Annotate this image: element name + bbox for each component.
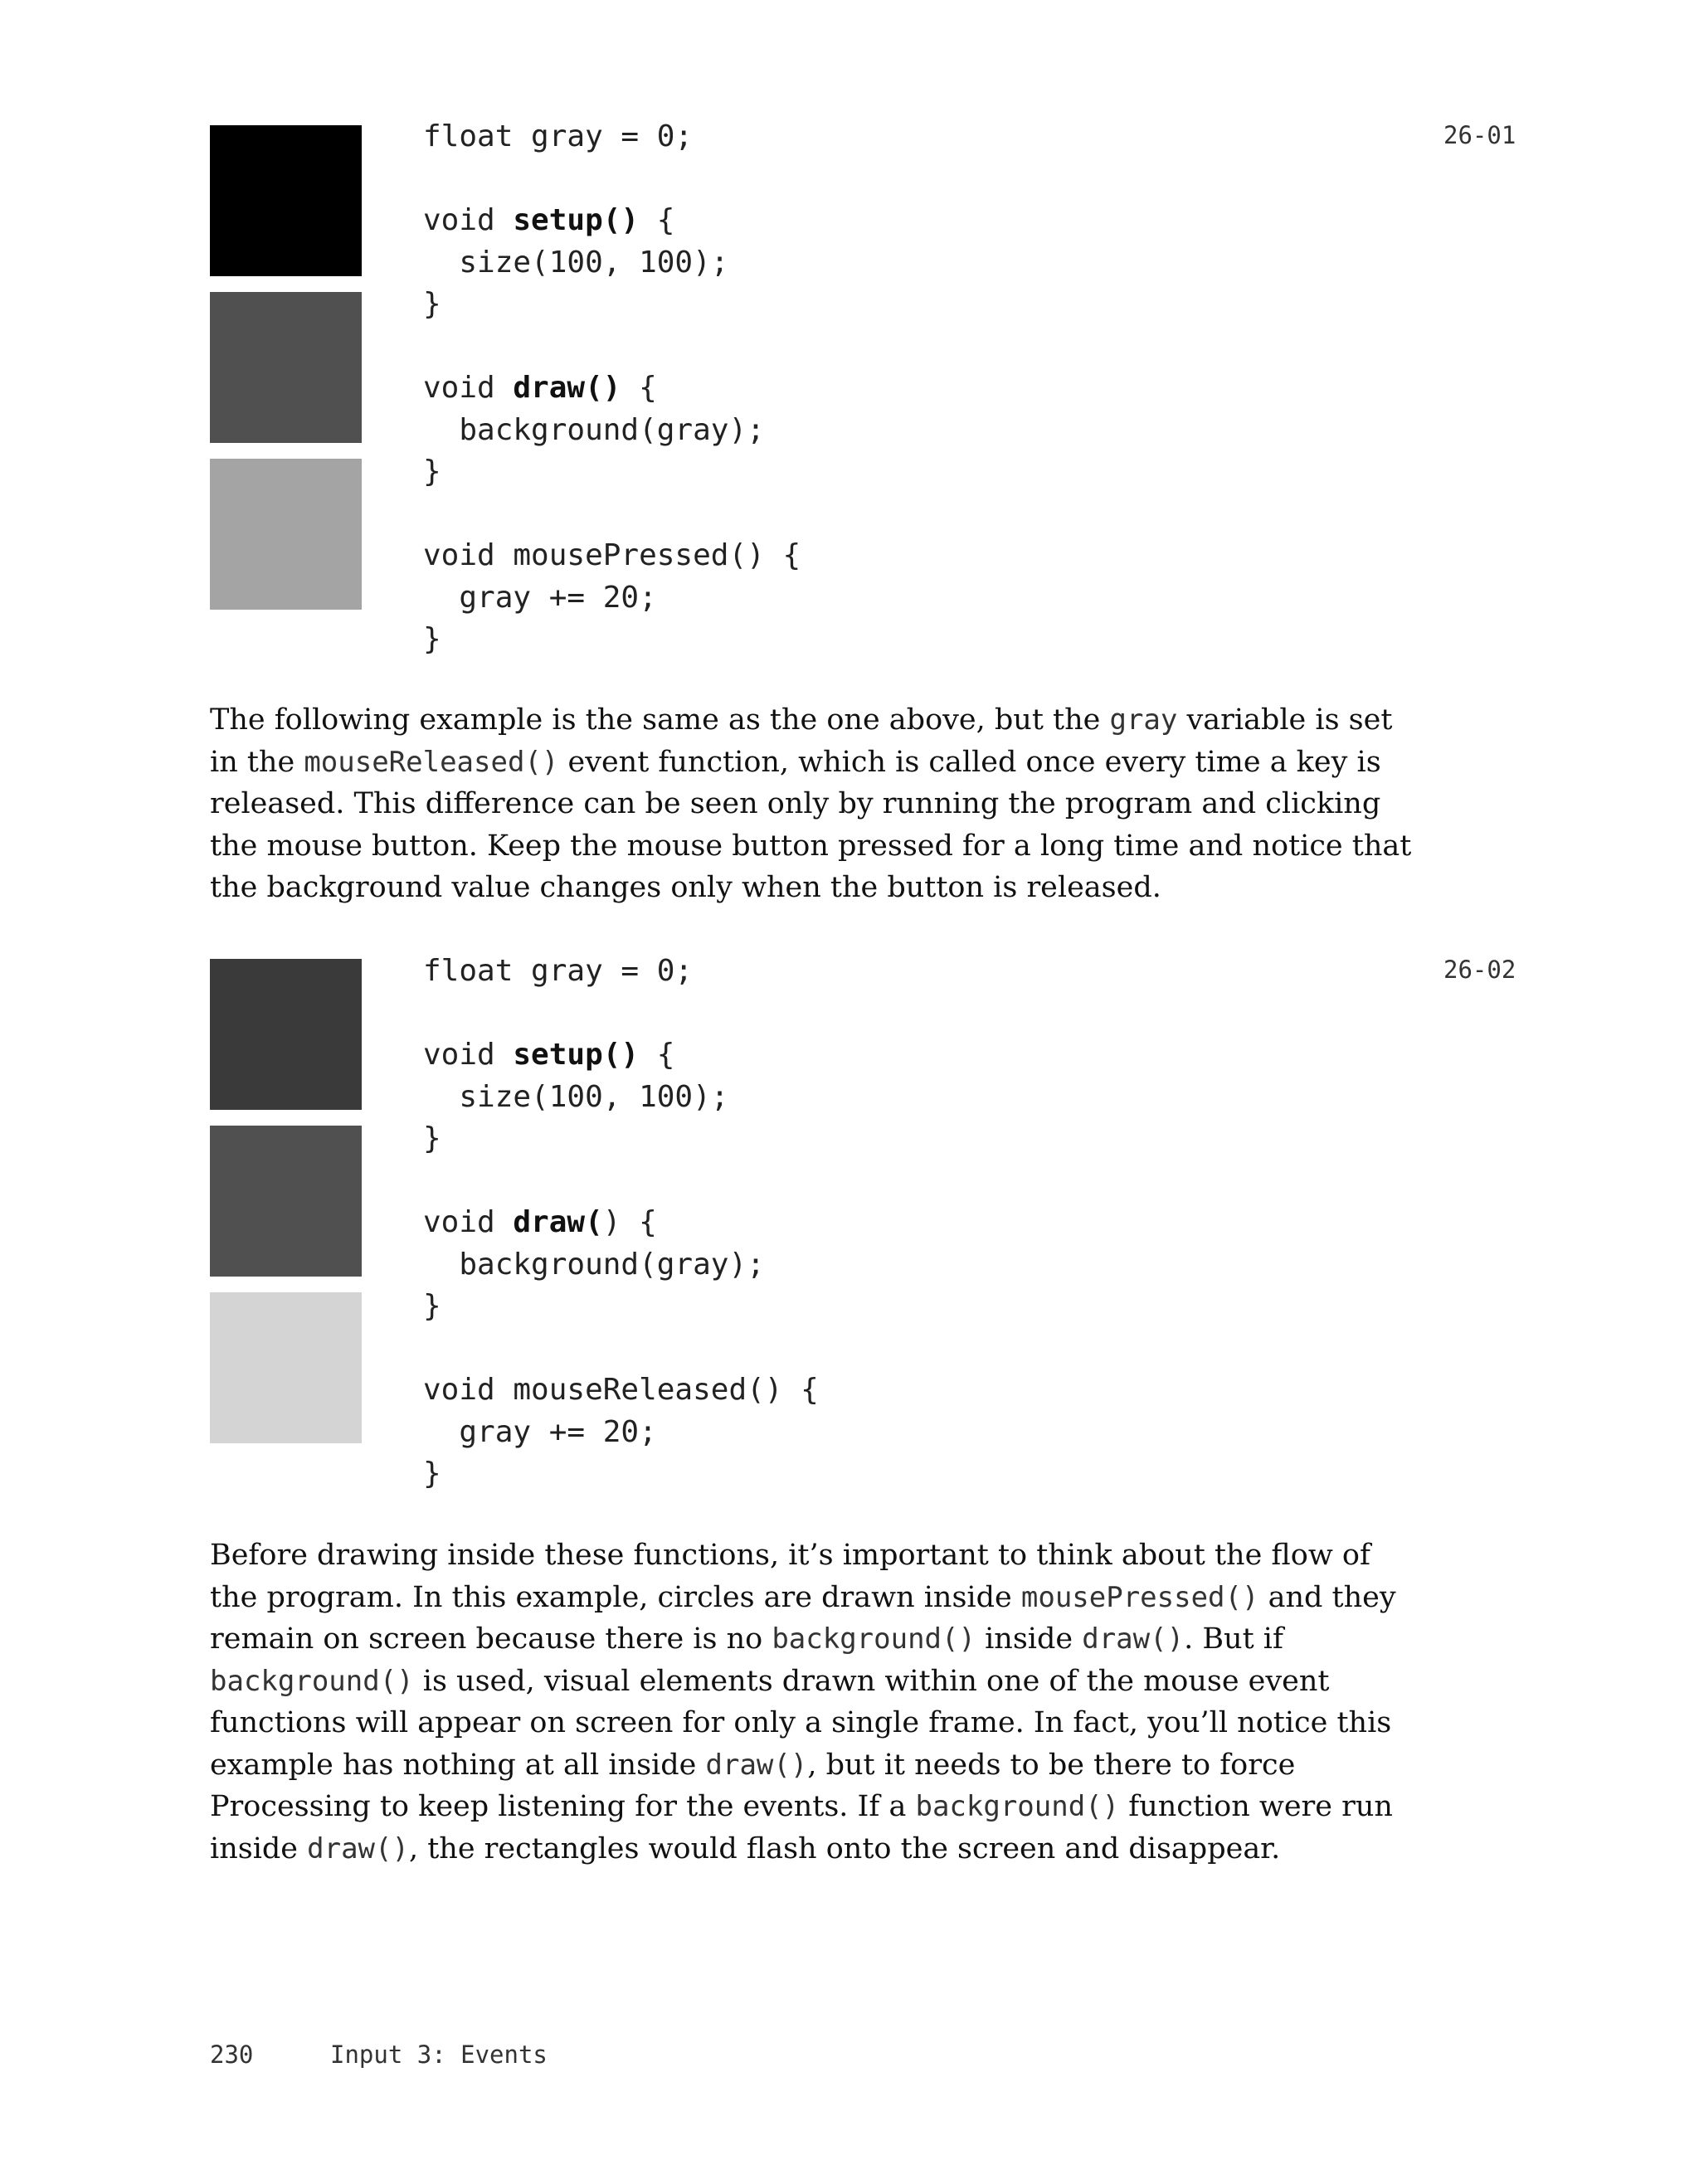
code-line: void draw() { [423, 1205, 657, 1239]
code-line: void mouseReleased() { [423, 1373, 819, 1407]
page-number: 230 [210, 2041, 254, 2069]
body-paragraph: The following example is the same as the one above, but the gray variable is set in the mouseReleased() event function, which is called once every time a key is released. This difference can be seen only by running the program and clicking the mouse button. Keep the mouse button pressed for a long time and notice that the background value changes only when the button is released. [210, 703, 1412, 904]
code-line: background(gray); [423, 412, 765, 447]
code-line [423, 1160, 819, 1203]
function-name: draw() [513, 371, 621, 405]
code-line: float gray = 0; [423, 954, 694, 988]
output-swatch-1 [210, 125, 362, 276]
code-line: gray += 20; [423, 580, 657, 615]
running-footer-title: Input 3: Events [330, 2041, 548, 2069]
code-line: } [423, 1121, 441, 1155]
code-line: } [423, 622, 441, 656]
inline-code: mouseReleased() [304, 745, 559, 779]
code-line [423, 993, 819, 1035]
code-line: void setup() { [423, 1038, 675, 1072]
inline-code: background() [772, 1622, 976, 1656]
example-number: 26-01 [1443, 121, 1516, 149]
code-line: } [423, 1457, 441, 1491]
code-line: background(gray); [423, 1247, 765, 1282]
inline-code: draw() [705, 1748, 808, 1782]
inline-code: background() [915, 1790, 1120, 1823]
code-line: } [423, 1289, 441, 1323]
code-line: float gray = 0; [423, 119, 694, 153]
example-number: 26-02 [1443, 956, 1516, 984]
output-swatch-3 [210, 459, 362, 610]
code-line [423, 158, 801, 201]
inline-code: gray [1109, 703, 1178, 737]
code-block [423, 116, 801, 661]
code-line: void setup() { [423, 203, 675, 237]
code-line: size(100, 100); [423, 245, 729, 280]
function-name: draw( [513, 1205, 603, 1239]
code-line: size(100, 100); [423, 1079, 729, 1114]
code-line: } [423, 287, 441, 321]
code-block [423, 951, 819, 1496]
output-swatch-1 [210, 959, 362, 1110]
code-line: } [423, 455, 441, 489]
inline-code: mousePressed() [1020, 1580, 1259, 1614]
code-line: void mousePressed() { [423, 538, 801, 572]
inline-code: draw() [307, 1831, 409, 1865]
code-line: void draw() { [423, 371, 657, 405]
code-line: gray += 20; [423, 1414, 657, 1449]
code-line [423, 494, 801, 536]
body-paragraph: Before drawing inside these functions, it’s important to think about the flow of the program. In this example, circles are drawn inside mousePressed() and they remain on screen because there is no background() inside draw(). But if background() is used, visual elements drawn within one of the mouse event functions will appear on screen for only a single frame. In fact, you’ll notice this example has nothing at all inside draw(), but it needs to be there to force Processing to keep listening for the events. If a background() function were run inside draw(), the rectangles would flash onto the screen and disappear. [210, 1539, 1396, 1865]
function-name: setup() [513, 203, 640, 237]
output-swatch-2 [210, 292, 362, 443]
code-line [423, 326, 801, 368]
code-line [423, 1328, 819, 1370]
inline-code: draw() [1082, 1622, 1185, 1656]
inline-code: background() [210, 1664, 414, 1698]
function-name: setup() [513, 1038, 640, 1072]
output-swatch-3 [210, 1292, 362, 1443]
output-swatch-2 [210, 1126, 362, 1277]
